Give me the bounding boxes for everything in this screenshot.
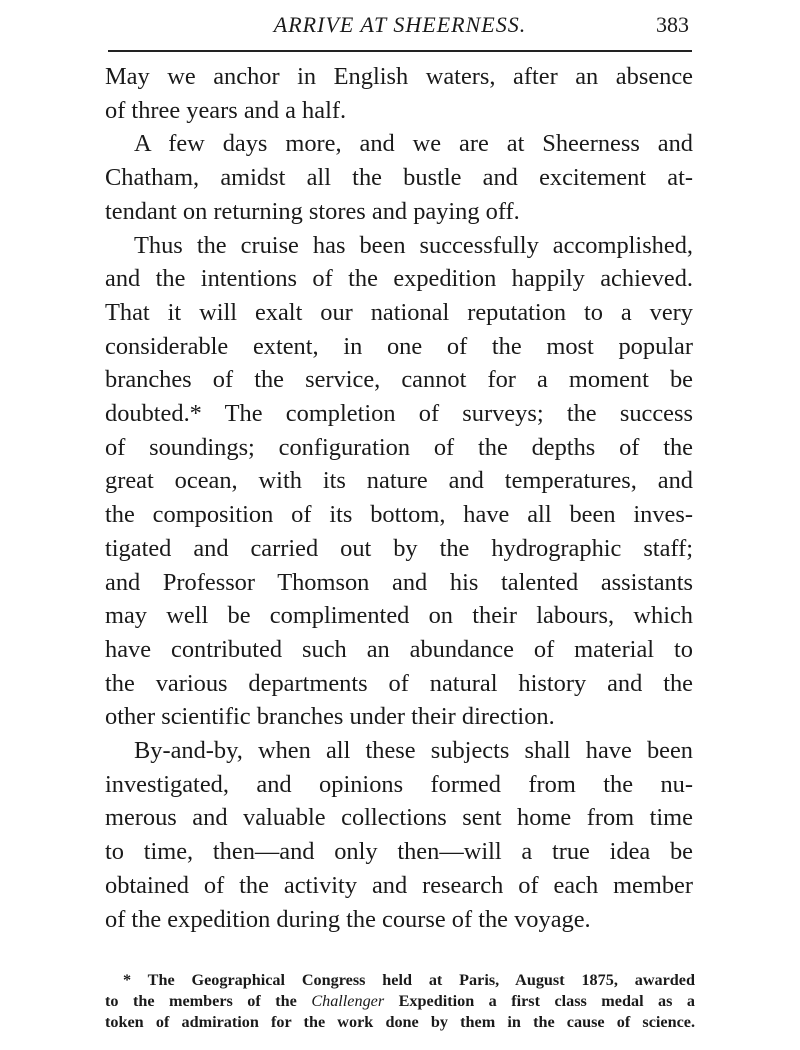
text-line: doubted.* The completion of surveys; the success <box>105 400 693 428</box>
running-title: ARRIVE AT SHEERNESS. <box>273 12 527 37</box>
footnote-line: * The Geographical Congress held at Paris, August 1875, awarded <box>123 971 695 989</box>
footnote-text: to the members of the <box>105 992 312 1010</box>
footnote-line: token of admiration for the work done by them in the cause of science. <box>105 1013 695 1031</box>
text-line: tigated and carried out by the hydrographic staff; <box>105 534 693 562</box>
text-line: branches of the service, cannot for a moment be <box>105 366 693 394</box>
text-line: obtained of the activity and research of each member <box>105 871 693 899</box>
text-line: great ocean, with its nature and temperatures, and <box>105 467 693 495</box>
paragraph-4 <box>105 734 693 936</box>
paragraph-2 <box>105 127 693 228</box>
text-line: of three years and a half. <box>105 96 347 124</box>
text-line: Thus the cruise has been successfully accomplished, <box>134 231 693 259</box>
text-line: and the intentions of the expedition happily achieved. <box>105 265 693 293</box>
text-line: to time, then—and only then—will a true idea be <box>105 838 693 866</box>
page-number: 383 <box>656 12 689 37</box>
text-line: That it will exalt our national reputation to a very <box>105 298 693 326</box>
text-line: tendant on returning stores and paying off. <box>105 197 520 225</box>
text-line: other scientific branches under their direction. <box>105 703 555 731</box>
footnote <box>105 970 695 1033</box>
running-head <box>105 10 695 40</box>
footnote-line <box>105 991 695 1012</box>
text-line: May we anchor in English waters, after an absence <box>105 63 693 90</box>
text-line: and Professor Thomson and his talented assistants <box>105 568 693 596</box>
text-line: the various departments of natural history and the <box>105 669 693 697</box>
text-line: Chatham, amidst all the bustle and excitement at- <box>105 164 693 192</box>
ship-name: Challenger <box>311 992 385 1010</box>
header-rule <box>108 50 692 52</box>
text-line: of soundings; configuration of the depths of the <box>105 433 693 461</box>
text-line: have contributed such an abundance of material to <box>105 635 693 663</box>
text-line: the composition of its bottom, have all been inves- <box>105 501 693 529</box>
body-text <box>105 60 693 936</box>
footnote-text: Expedition a first class medal as a <box>384 992 696 1010</box>
text-line: By-and-by, when all these subjects shall have been <box>134 737 693 765</box>
text-line: merous and valuable collections sent home from time <box>105 804 693 832</box>
text-line: considerable extent, in one of the most popular <box>105 332 693 360</box>
paragraph-3 <box>105 229 693 735</box>
text-line: of the expedition during the course of the voyage. <box>105 905 591 933</box>
text-line: investigated, and opinions formed from the nu- <box>105 770 693 798</box>
paragraph-1 <box>105 60 693 127</box>
text-line: may well be complimented on their labours, which <box>105 602 693 630</box>
text-line: A few days more, and we are at Sheerness and <box>134 130 693 158</box>
